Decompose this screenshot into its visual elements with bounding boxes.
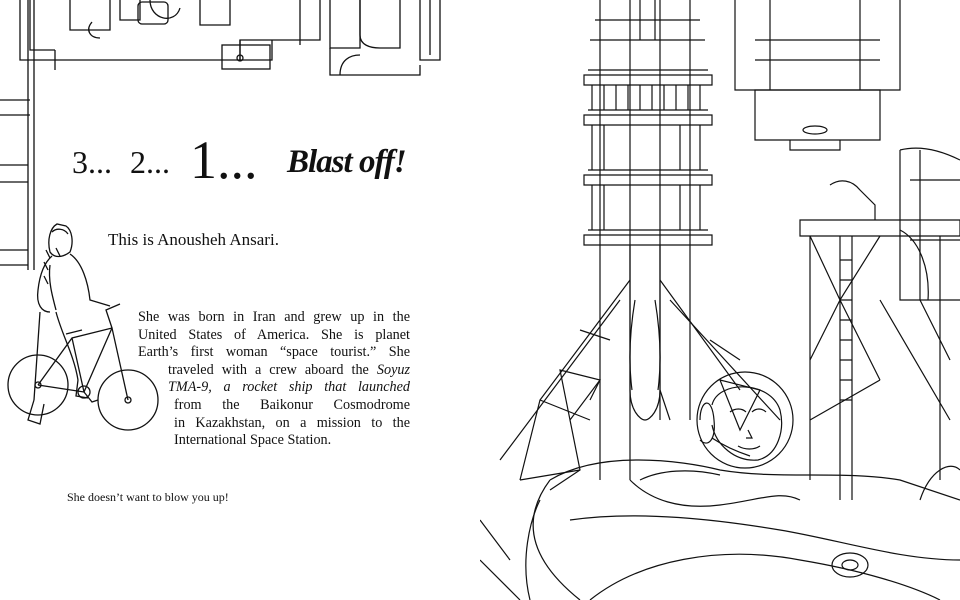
caption-text: She doesn’t want to blow you up!: [67, 490, 229, 504]
blast-off-title: Blast off!: [287, 144, 406, 180]
countdown-two: 2...: [130, 144, 170, 180]
bio-line: in Kazakhstan, on a mission to the: [174, 414, 410, 431]
bio-line-text: traveled with a crew aboard the: [168, 361, 369, 378]
bio-line: from the Baikonur Cosmodrome: [174, 396, 410, 413]
countdown-three: 3...: [72, 144, 112, 180]
bio-line: United States of America. She is planet: [138, 326, 410, 343]
bio-line: [138, 362, 410, 380]
bio-line: She was born in Iran and grew up in the: [138, 309, 410, 325]
ship-designation: TMA-9, a rocket ship that launched: [168, 379, 410, 396]
countdown-one: 1...: [190, 130, 258, 190]
bio-line: Earth’s first woman “space tourist.” She: [138, 344, 410, 361]
bio-paragraph: [138, 309, 410, 450]
right-page: [480, 0, 960, 600]
countdown-heading: [72, 132, 432, 192]
intro-text: This is Anousheh Ansari.: [108, 230, 279, 249]
ship-name: Soyuz: [376, 361, 410, 378]
bio-line: International Space Station.: [174, 432, 332, 449]
rocket-launch-illustration: [480, 0, 960, 600]
bio-line: [138, 379, 410, 397]
